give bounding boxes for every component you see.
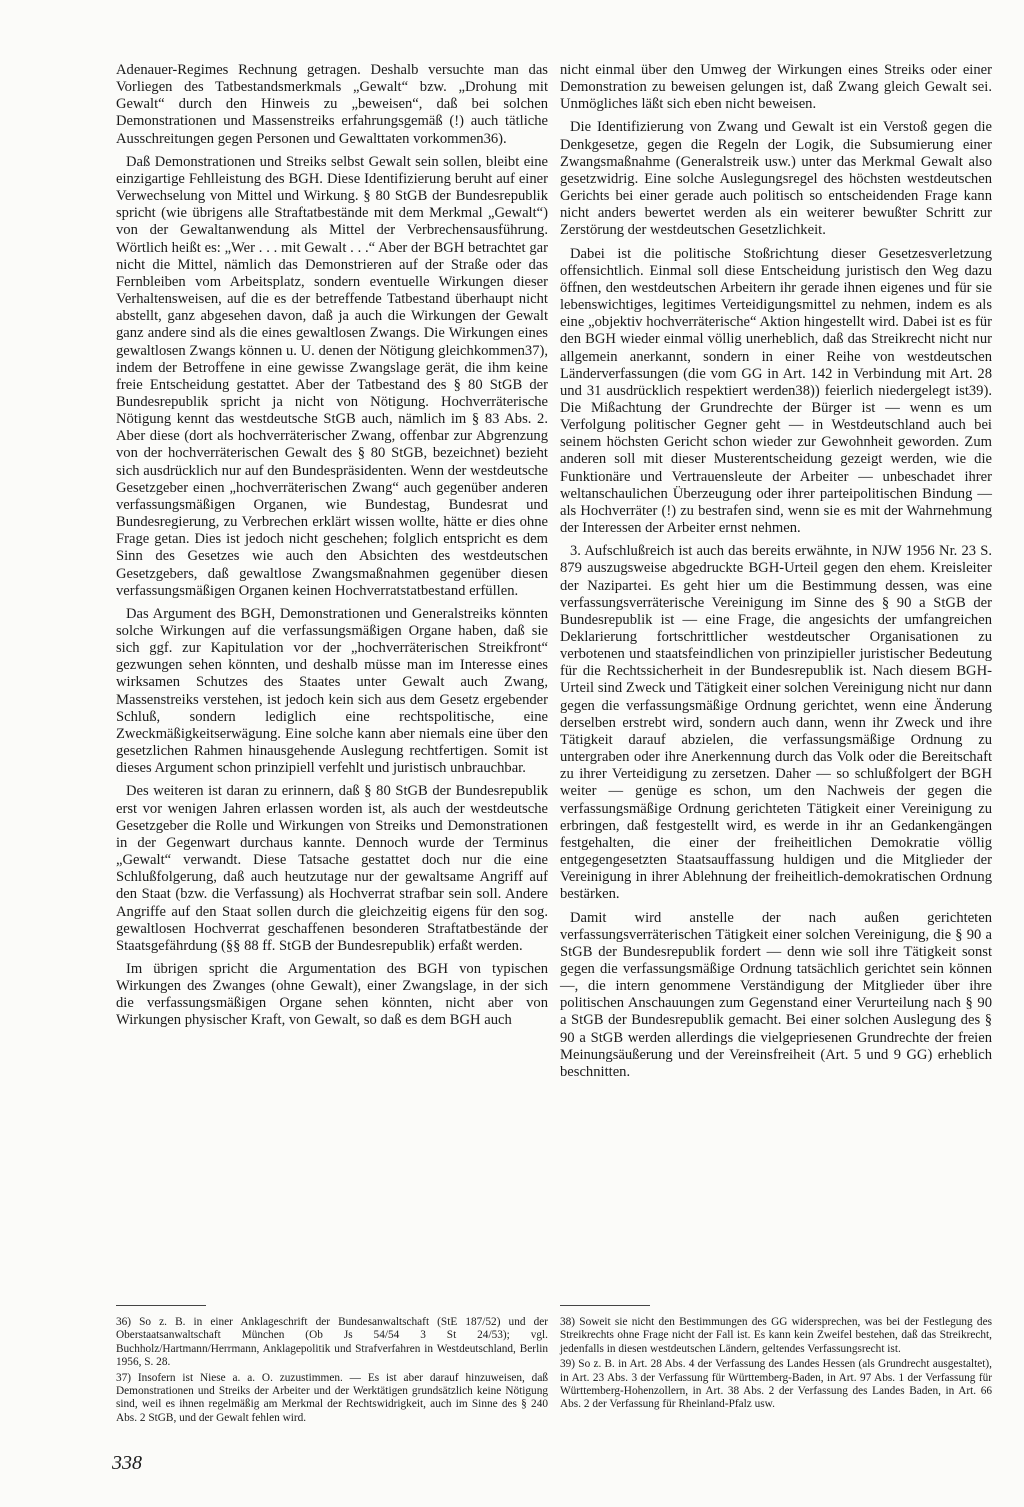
footnote: 37) Insofern ist Niese a. a. O. zuzustimmen. — Es ist aber darauf hinzuweisen, daß Demonstrationen und Streiks der Arbeiter und der Werktätigen grundsätzlich keine Nötigung sind, weil es ihnen regelmäßig am Merkmal der Rechtswidrigkeit, auch im Sinne des § 240 Abs. 2 StGB, und der Gewalt fehlen wird. bbox=[116, 1371, 548, 1424]
paragraph: Damit wird anstelle der nach außen gerichteten verfassungsverräterischen Tätigkeit einer solchen Vereinigung, die § 90 a StGB der Bundesrepublik fordert — denn wie soll ihre Tätigkeit sonst gegen die verfassungsmäßige Ordnung tatsächlich gerichtet sein können —, die intern genommene Verständigung der Mitglieder über ihre politischen Anschauungen zum Gegenstand einer Verurteilung nach § 90 a StGB der Bundesrepublik gemacht. Bei einer solchen Auslegung des § 90 a StGB werden allerdings die vielgepriesenen Grundrechte der freien Meinungsäußerung und der Vereinsfreiheit (Art. 5 und 9 GG) erheblich beschnitten. bbox=[560, 909, 992, 1080]
right-column bbox=[560, 62, 992, 1087]
left-column bbox=[116, 62, 548, 1036]
page-number: 338 bbox=[112, 1452, 142, 1474]
footnotes-left bbox=[116, 1316, 548, 1427]
paragraph: Dabei ist die politische Stoßrichtung dieser Gesetzesverletzung offensichtlich. Einmal soll diese Entscheidung juristisch den Weg dazu öffnen, den westdeutschen Arbeitern ihr gerade ihnen eigenes und für sie lebenswichtiges, legitimes Verteidigungsmittel zu nehmen, indem es als eine „objektiv hochverräterische“ Aktion hingestellt wird. Dabei ist es für den BGH wieder einmal völlig unerheblich, daß das Streikrecht nicht nur allgemein anerkannt, sondern in einer Reihe von westdeutschen Länderverfassungen (die vom GG in Art. 142 in Verbindung mit Art. 28 und 31 ausdrücklich respektiert werden38)) feierlich niedergelegt ist39). Die Mißachtung der Grundrechte der Bürger ist — wenn es um Verfolgung politischer Gegner geht — in Westdeutschland auch bei seinem höchsten Gericht schon wieder zur Gewohnheit geworden. Zum anderen soll mit dieser Musterentscheidung gezeigt werden, wie die Funktionäre und Vertrauensleute der Arbeiter — unbeschadet ihrer weltanschaulichen Überzeugung oder ihrer parteipolitischen Bindung — als Hochverräter (!) zu bestrafen sind, wenn sie es mit der Wahrnehmung der Interessen der Arbeiter ernst nehmen. bbox=[560, 245, 992, 537]
paragraph: Im übrigen spricht die Argumentation des BGH von typischen Wirkungen des Zwanges (ohne Gewalt), einer Zwangslage, in der sich die verfassungsmäßigen Organe sehen könnten, nicht aber von Wirkungen physischer Kraft, von Gewalt, so daß es dem BGH auch bbox=[116, 960, 548, 1029]
paragraph: Die Identifizierung von Zwang und Gewalt ist ein Verstoß gegen die Denkgesetze, gegen die Regeln der Logik, die Subsumierung einer Zwangsmaßnahme (Generalstreik usw.) unter das Merkmal Gewalt also gesetzwidrig. Eine solche Auslegungsregel des höchsten westdeutschen Gerichts bei einer gerade auch politisch so entscheidenden Frage kann nicht anders bewertet werden als ein weiterer bewußter Schritt zur Zerstörung der westdeutschen Gesetzlichkeit. bbox=[560, 119, 992, 239]
paragraph: Daß Demonstrationen und Streiks selbst Gewalt sein sollen, bleibt eine einzigartige Fehlleistung des BGH. Diese Identifizierung beruht auf einer Verwechselung von Mittel und Wirkung. § 80 StGB der Bundesrepublik spricht (wie übrigens alle Straftatbestände mit dem Merkmal „Gewalt“) von der Gewaltanwendung als Mittel der Verbrechensausführung. Wörtlich heißt es: „Wer . . . mit Gewalt . . .“ Aber der BGH betrachtet gar nicht die Mittel, nämlich das Demonstrieren auf der Straße oder das Fernbleiben vom Arbeitsplatz, sondern eventuelle Wirkungen dieser Verhaltensweisen, auf die es der betreffende Tatbestand überhaupt nicht abstellt, ganz abgesehen davon, daß ja auch die Wirkungen der Gewalt ganz andere sind als die eines gewaltlosen Zwangs. Die Wirkungen eines gewaltlosen Zwangs können u. U. denen der Nötigung gleichkommen37), indem der Betroffene in eine gewisse Zwangslage gerät, die ihm keine freie Entscheidung gestattet. Aber der Tatbestand des § 80 StGB der Bundesrepublik spricht ja nicht von Nötigung. Hochverräterische Nötigung kennt das westdeutsche StGB auch, nämlich im § 83 Abs. 2. Aber diese (dort als hochverräterischer Zwang, offenbar zur Abgrenzung von der hochverräterischen Gewalt des § 80 StGB, bezeichnet) bezieht sich ausdrücklich nur auf den Bundespräsidenten. Wenn der westdeutsche Gesetzgeber einen „hochverräterischen Zwang“ auch gegenüber anderen verfassungsmäßigen Organen, wie Bundestag, Bundesrat und Bundesregierung, zu Verbrechen erklärt wissen wollte, hätte er dies ohne Frage getan. Dies ist jedoch nicht geschehen; folglich entspricht es dem Sinn des Gesetzes wie auch den Absichten des westdeutschen Gesetzgebers, daß gewaltlose Zwangsmaßnahmen gegenüber diesen verfassungsmäßigen Organen keinen Hochverratstatbestand erfüllen. bbox=[116, 153, 548, 599]
paragraph: Des weiteren ist daran zu erinnern, daß § 80 StGB der Bundesrepublik erst vor wenigen Jahren erlassen worden ist, als auch der westdeutsche Gesetzgeber die Rolle und Wirkungen von Streiks und Demonstrationen in der Gegenwart durchaus kannte. Dennoch wurde der Terminus „Gewalt“ verwandt. Diese Tatsache gestattet doch nur die eine Schlußfolgerung, daß auch heutzutage nur der gewaltsame Angriff auf den Staat (bzw. die Verfassung) als Hochverrat strafbar sein soll. Andere Angriffe auf den Staat sollen durch die gleichzeitig eigens für den sog. gewaltlosen Hochverrat geschaffenen besonderen Straftatbestände der Staatsgefährdung (§§ 88 ff. StGB der Bundesrepublik) erfaßt werden. bbox=[116, 783, 548, 954]
footnote-divider bbox=[560, 1305, 650, 1306]
footnotes-right bbox=[560, 1316, 992, 1414]
footnote: 39) So z. B. in Art. 28 Abs. 4 der Verfassung des Landes Hessen (als Grundrecht ausgestaltet), in Art. 23 Abs. 3 der Verfassung für Württemberg-Baden, in Art. 97 Abs. 1 der Verfassung für Württemberg-Hohenzollern, in Art. 38 Abs. 2 der Verfassung des Landes Baden, in Art. 66 Abs. 2 der Verfassung für Rheinland-Pfalz usw. bbox=[560, 1358, 992, 1411]
paragraph: Adenauer-Regimes Rechnung getragen. Deshalb versuchte man das Vorliegen des Tatbestandsmerkmals „Gewalt“ bzw. „Drohung mit Gewalt“ durch den Hinweis zu „beweisen“, daß bei solchen Demonstrationen und Massenstreiks erfahrungsgemäß (!) auch tätliche Ausschreitungen gegen Personen und Gewalttaten vorkommen36). bbox=[116, 62, 548, 147]
footnote: 36) So z. B. in einer Anklageschrift der Bundesanwaltschaft (StE 187/52) und der Oberstaatsanwaltschaft München (Ob Js 54/54 3 St 24/53); vgl. Buchholz/Hartmann/Herrmann, Anklagepolitik und Strafverfahren in Westdeutschland, Berlin 1956, S. 28. bbox=[116, 1316, 548, 1369]
paragraph: Das Argument des BGH, Demonstrationen und Generalstreiks könnten solche Wirkungen auf die verfassungsmäßigen Organe haben, daß sie sich ggf. zur Kapitulation vor der „hochverräterischen Streikfront“ gezwungen sehen könnten, und deshalb müsse man im Interesse eines wirksamen Schutzes des Staates unter Gewalt auch Zwang, Massenstreiks verstehen, ist jedoch kein sich aus dem Gesetz ergebender Schluß, sondern lediglich eine rechtspolitische, eine Zweckmäßigkeitserwägung. Eine solche kann aber niemals eine über den gesetzlichen Rahmen hinausgehende Auslegung rechtfertigen. Somit ist dieses Argument schon prinzipiell verfehlt und juristisch unbrauchbar. bbox=[116, 605, 548, 777]
paragraph: nicht einmal über den Umweg der Wirkungen eines Streiks oder einer Demonstration zu beweisen gelungen ist, daß Zwang gleich Gewalt sei. Unmögliches läßt sich eben nicht beweisen. bbox=[560, 62, 992, 113]
footnote: 38) Soweit sie nicht den Bestimmungen des GG widersprechen, was bei der Festlegung des Streikrechts ohne Frage nicht der Fall ist. Es kann kein Zweifel bestehen, daß das Streikrecht, jedenfalls in diesen westdeutschen Ländern, geltendes Verfassungsrecht ist. bbox=[560, 1316, 992, 1355]
paragraph: 3. Aufschlußreich ist auch das bereits erwähnte, in NJW 1956 Nr. 23 S. 879 auszugsweise abgedruckte BGH-Urteil gegen den ehem. Kreisleiter der Nazipartei. Es geht hier um die Bestimmung dessen, was eine verfassungsverräterische Vereinigung im Sinne des § 90 a StGB der Bundesrepublik ist — eine Frage, die angesichts der umfangreichen Deklarierung fortschrittlicher westdeutscher Organisationen zu verbotenen und staatsfeindlichen von prinzipieller juristischer Bedeutung für die Rechtssicherheit in der Bundesrepublik ist. Nach diesem BGH-Urteil sind Zweck und Tätigkeit einer solchen Vereinigung nicht nur dann gegen die verfassungsmäßige Ordnung gerichtet, wenn eine Änderung derselben erstrebt wird, sondern auch dann, wenn ihr Zweck und ihre Tätigkeit darauf abzielen, die verfassungsmäßige Ordnung zu untergraben oder ihre Anerkennung durch das Volk oder die Bereitschaft zu ihrer Verteidigung zu zersetzen. Daher — so schlußfolgert der BGH weiter — genüge es schon, um den Nachweis der gegen die verfassungsmäßige Ordnung gerichteten Tätigkeit einer Vereinigung zu erbringen, daß festgestellt wird, es werde in ihr an Gedankengängen festgehalten, die einer der freiheitlichen Demokratie völlig entgegengesetzten Staatsauffassung huldigen und die Mitglieder der Vereinigung in ihrer Ablehnung der freiheitlich-demokratischen Ordnung bestärken. bbox=[560, 543, 992, 903]
footnote-divider bbox=[116, 1305, 206, 1306]
